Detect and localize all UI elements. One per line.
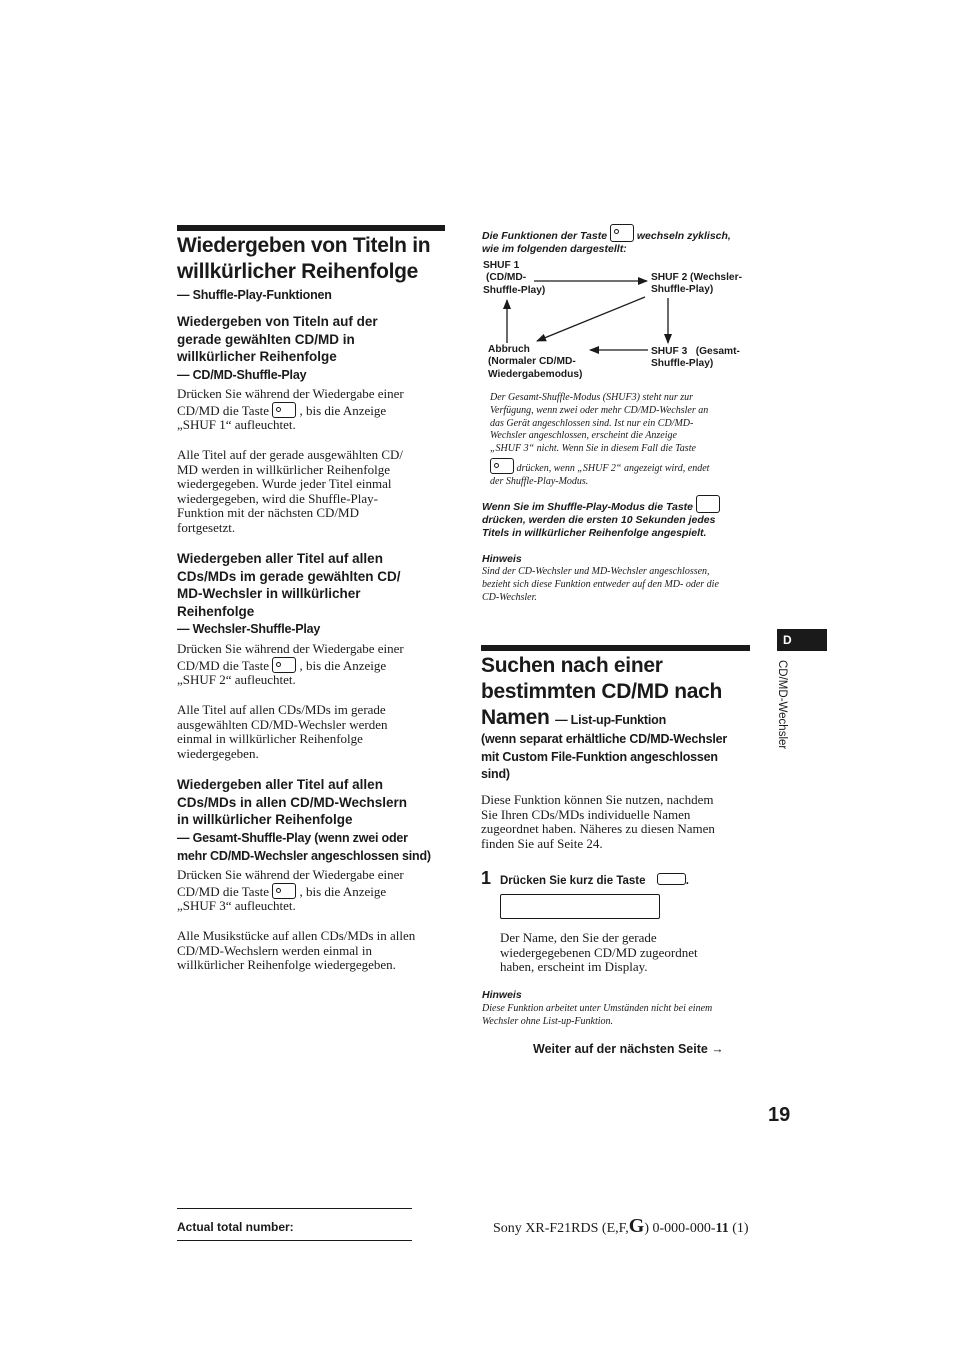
title-line <box>481 705 761 733</box>
hint-text <box>482 1003 757 1029</box>
text-fragment: Drücken Sie kurz die Taste <box>500 875 646 887</box>
section-text-total-shuffle <box>177 868 447 914</box>
text-line: finden Sie auf Seite 24. <box>481 835 603 851</box>
diagram-label: Shuffle-Play) <box>651 284 714 296</box>
sub-line: sind) <box>481 767 510 781</box>
note-line: Verfügung, wenn zwei oder mehr CD/MD-Wechsler an <box>490 404 709 416</box>
sub-line: mehr CD/MD-Wechsler angeschlossen sind) <box>177 849 431 863</box>
section-para-total-shuffle <box>177 929 452 973</box>
text-fragment: Wenn Sie im Shuffle-Play-Modus die Taste <box>482 501 694 513</box>
diagram-label: Shuffle-Play) <box>651 358 714 370</box>
page-title-line1: Wiedergeben von Titeln in <box>177 234 431 257</box>
page-subtitle: — Shuffle-Play-Funktionen <box>177 288 332 302</box>
footer-actual-label: Actual total number: <box>177 1220 294 1234</box>
text-fragment: CD/MD die Taste <box>177 402 270 418</box>
hint-label: Hinweis <box>482 989 522 1001</box>
note-line: drücken, werden die ersten 10 Sekunden jedes <box>482 514 716 526</box>
text-fragment: . <box>685 875 689 887</box>
step-number: 1 <box>481 868 492 888</box>
note-line: das Gerät angeschlossen sind. Ist nur ein CD/MD- <box>490 417 694 429</box>
section-para-cd-shuffle <box>177 448 447 536</box>
diagram-label: Wiedergabemodus) <box>488 368 583 380</box>
note-line: CD-Wechsler. <box>482 591 537 603</box>
shuffle-key-icon <box>610 224 634 242</box>
text-fragment: ) 0-000-000- <box>644 1221 716 1236</box>
text-line: Drücken Sie während der Wiedergabe einer <box>177 867 404 882</box>
diagram-label: SHUF 1 <box>483 260 520 271</box>
section-heading-total-shuffle <box>177 776 452 829</box>
title-fragment: Namen <box>481 706 550 729</box>
shuffle-key-icon <box>272 657 296 673</box>
step-instruction <box>500 873 689 887</box>
text-fragment: Die Funktionen der Taste <box>482 230 608 242</box>
shuffle-key-icon <box>272 402 296 418</box>
section-text-changer-shuffle <box>177 642 447 688</box>
diagram-label: (CD/MD- <box>486 272 527 284</box>
section-paren-listup <box>481 731 761 784</box>
text-line: Alle Titel auf allen CDs/MDs im gerade <box>177 702 386 717</box>
shuffle-key-icon <box>490 458 514 474</box>
title-rule <box>177 225 445 231</box>
text-line: „SHUF 2“ aufleuchtet. <box>177 672 296 688</box>
text-line <box>177 883 447 900</box>
shuffle-key-icon <box>272 883 296 899</box>
diagram-arrows <box>480 255 760 380</box>
step-para <box>500 931 760 975</box>
footer-rule-top <box>177 1208 412 1209</box>
note-total-shuffle <box>490 392 755 489</box>
heading-line: CDs/MDs im gerade gewählten CD/ <box>177 568 401 584</box>
note-line: Wechsler ohne List-up-Funktion. <box>482 1015 614 1027</box>
text-fragment: G <box>628 1215 645 1237</box>
list-key-icon <box>657 873 686 885</box>
heading-line: MD-Wechsler in willkürlicher <box>177 586 361 601</box>
section-heading-changer-shuffle <box>177 550 452 620</box>
text-line: willkürlicher Reihenfolge wiedergegeben. <box>177 957 396 973</box>
text-fragment: , bis die Anzeige <box>299 883 387 899</box>
page-number: 19 <box>768 1104 791 1126</box>
section-heading-cd-shuffle <box>177 313 447 366</box>
text-line: zugeordnet haben. Näheres zu diesen Namen <box>481 821 715 837</box>
text-line: haben, erscheint im Display. <box>500 959 648 975</box>
title-sub: — List-up-Funktion <box>555 713 667 727</box>
text-fragment: , bis die Anzeige <box>299 657 387 673</box>
page-title <box>177 233 467 285</box>
text-line: ausgewählten CD/MD-Wechsler werden <box>177 716 388 732</box>
text-fragment: , bis die Anzeige <box>299 402 387 418</box>
section-tab-letter: D <box>783 633 792 647</box>
hint-text <box>482 566 757 604</box>
text-line: CD/MD-Wechslern werden einmal in <box>177 942 372 958</box>
text-line: Diese Funktion können Sie nutzen, nachdem <box>481 792 714 807</box>
text-line: „SHUF 1“ aufleuchtet. <box>177 417 296 433</box>
text-line: Alle Musikstücke auf allen CDs/MDs in allen <box>177 928 416 943</box>
heading-line: willkürlicher Reihenfolge <box>177 349 337 364</box>
arrow-shuf2-to-abbruch <box>537 297 645 341</box>
text-line: MD werden in willkürlicher Reihenfolge <box>177 461 390 477</box>
page-title-line2: willkürlicher Reihenfolge <box>177 260 419 283</box>
title-rule <box>481 645 750 651</box>
note-line: bezieht sich diese Funktion entweder auf den MD- oder die <box>482 578 719 590</box>
text-fragment: (1) <box>728 1221 749 1236</box>
text-fragment: wechseln zyklisch, <box>636 230 731 242</box>
shuffle-key-icon <box>696 495 720 513</box>
heading-line: gerade gewählten CD/MD in <box>177 331 355 347</box>
diagram-label: (Normaler CD/MD- <box>488 356 576 368</box>
diagram-label: Shuffle-Play) <box>483 284 546 296</box>
text-line <box>177 657 447 674</box>
title-line: Suchen nach einer <box>481 654 663 677</box>
text-fragment: Sony XR-F21RDS (E,F, <box>493 1221 629 1236</box>
heading-line: in willkürlicher Reihenfolge <box>177 812 353 827</box>
sub-line: — Gesamt-Shuffle-Play (wenn zwei oder <box>177 831 408 845</box>
section-tab <box>777 629 827 651</box>
note-line: Titels in willkürlicher Reihenfolge angespielt. <box>482 527 707 539</box>
text-fragment: CD/MD die Taste <box>177 657 270 673</box>
text-line: fortgesetzt. <box>177 519 236 535</box>
text-line: Drücken Sie während der Wiedergabe einer <box>177 641 404 656</box>
diagram-intro <box>482 224 762 256</box>
section-sub-changer-shuffle: — Wechsler-Shuffle-Play <box>177 622 321 636</box>
title-line: bestimmten CD/MD nach <box>481 680 723 703</box>
continue-link: Weiter auf der nächsten Seite → <box>533 1042 724 1056</box>
diagram-label: SHUF 2 (Wechsler- <box>651 272 742 283</box>
heading-line: CDs/MDs in allen CD/MD-Wechslern <box>177 794 408 810</box>
section-sub-cd-shuffle: — CD/MD-Shuffle-Play <box>177 368 307 382</box>
note-line: Wechsler angeschlossen, erscheint die Anzeige <box>490 430 677 442</box>
sub-line: mit Custom File-Funktion angeschlossen <box>481 749 718 764</box>
display-box <box>500 894 660 919</box>
intro-line <box>482 224 762 243</box>
heading-line: Wiedergeben aller Titel auf allen <box>177 551 383 566</box>
heading-line: Wiedergeben aller Titel auf allen <box>177 777 383 792</box>
section-para-changer-shuffle <box>177 703 447 761</box>
diagram-label: Abbruch <box>488 344 530 355</box>
hint-label: Hinweis <box>482 553 522 565</box>
intro-scan-note <box>482 495 762 540</box>
text-line: wiedergegeben, wird die Shuffle-Play- <box>177 490 378 506</box>
text-line: Drücken Sie während der Wiedergabe einer <box>177 386 404 401</box>
intro-line: wie im folgenden dargestellt: <box>482 243 627 255</box>
section-sub-total-shuffle <box>177 829 452 865</box>
text-line <box>177 402 447 419</box>
sub-line: (wenn separat erhältliche CD/MD-Wechsler <box>481 732 728 746</box>
note-line <box>490 458 755 476</box>
text-line: Sie Ihren CDs/MDs individuelle Namen <box>481 806 691 822</box>
note-line: Sind der CD-Wechsler und MD-Wechsler angeschlossen, <box>482 566 710 577</box>
section-para-listup <box>481 793 761 851</box>
text-fragment: CD/MD die Taste <box>177 883 270 899</box>
text-line: einmal in willkürlicher Reihenfolge <box>177 731 363 747</box>
text-line: wiedergegebenen CD/MD zugeordnet <box>500 944 698 960</box>
diagram-label: SHUF 3 (Gesamt- <box>651 346 740 357</box>
heading-line: Reihenfolge <box>177 603 255 619</box>
footer-model-info <box>493 1215 749 1238</box>
text-line: wiedergegeben. <box>177 745 259 761</box>
text-line: wiedergegeben. Wurde jeder Titel einmal <box>177 476 392 492</box>
heading-line: Wiedergeben von Titeln auf der <box>177 314 378 329</box>
section-vertical-label: CD/MD-Wechsler <box>776 660 788 750</box>
note-line: der Shuffle-Play-Modus. <box>490 475 589 487</box>
text-line: Alle Titel auf der gerade ausgewählten CD/ <box>177 447 403 462</box>
text-line: „SHUF 3“ aufleuchtet. <box>177 898 296 914</box>
note-line <box>482 495 762 514</box>
text-fragment: 11 <box>715 1221 729 1236</box>
footer-rule-bottom <box>177 1240 412 1241</box>
note-line: Diese Funktion arbeitet unter Umständen nicht bei einem <box>482 1003 713 1014</box>
text-fragment: drücken, wenn „SHUF 2“ angezeigt wird, endet <box>516 462 710 474</box>
section-text-cd-shuffle <box>177 387 447 433</box>
section-title-listup <box>481 653 761 733</box>
text-line: Der Name, den Sie der gerade <box>500 930 657 945</box>
note-line: „SHUF 3“ nicht. Wenn Sie in diesem Fall die Taste <box>490 443 696 455</box>
note-line: Der Gesamt-Shuffle-Modus (SHUF3) steht nur zur <box>490 392 694 403</box>
text-line: Funktion mit der nächsten CD/MD <box>177 505 359 521</box>
